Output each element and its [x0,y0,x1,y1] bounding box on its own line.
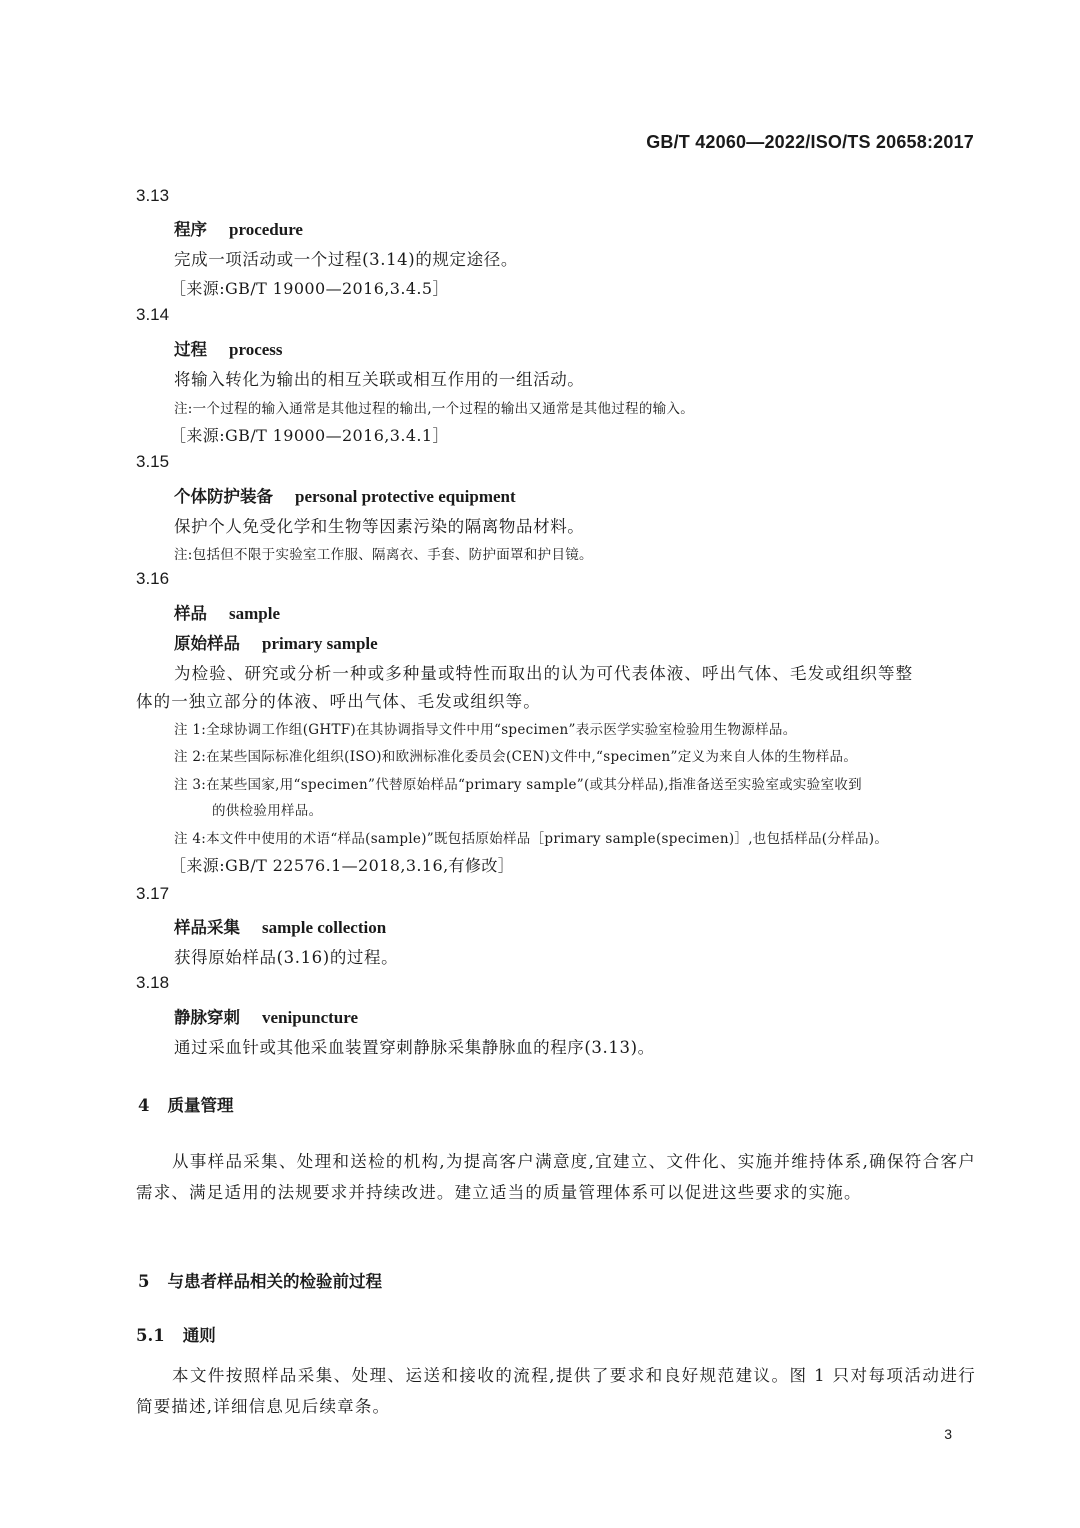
clause-number-3-18: 3.18 [136,973,170,992]
source-3-16: ［来源:GB/T 22576.1—2018,3.16,有修改］ [170,856,515,875]
note2-3-16: 注 2:在某些国际标准化组织(ISO)和欧洲标准化委员会(CEN)文件中,“specimen”定义为来自人体的生物样品。 [174,749,858,765]
definition-3-16-line2: 体的一独立部分的体液、呼出气体、毛发或组织等。 [136,692,541,711]
definition-3-17: 获得原始样品(3.16)的过程。 [174,948,399,967]
note3-3-16-line2: 的供检验用样品。 [212,803,323,819]
definition-3-14: 将输入转化为输出的相互关联或相互作用的一组活动。 [174,370,585,389]
section-4-paragraph: 从事样品采集、处理和送检的机构,为提高客户满意度,宜建立、文件化、实施并维持体系,确保符合客户需求、满足适用的法规要求并持续改进。建立适当的质量管理体系可以促进这些要求的实施。 [136,1152,976,1202]
note1-3-16: 注 1:全球协调工作组(GHTF)在其协调指导文件中用“specimen”表示医学实验室检验用生物源样品。 [174,722,797,738]
section-number: 5 [138,1272,150,1291]
term-3-16 [174,600,280,624]
page-number: 3 [944,1426,952,1442]
standard-code-header: GB/T 42060—2022/ISO/TS 20658:2017 [646,132,974,152]
term-en: personal protective equipment [295,487,516,506]
section-number: 5.1 [136,1326,165,1345]
definition-3-15: 保护个人免受化学和生物等因素污染的隔离物品材料。 [174,517,585,536]
term-zh: 个体防护装备 [174,487,273,506]
note-3-15: 注:包括但不限于实验室工作服、隔离衣、手套、防护面罩和护目镜。 [174,547,593,563]
term-zh: 样品 [174,604,207,623]
term-3-16-alt [174,630,378,654]
section-number: 4 [138,1096,150,1115]
term-3-14 [174,336,283,360]
section-5-1-heading [136,1322,216,1346]
definition-3-16-line1: 为检验、研究或分析一种或多种量或特性而取出的认为可代表体液、呼出气体、毛发或组织等整 [174,664,914,683]
term-zh: 程序 [174,220,207,239]
term-zh: 原始样品 [174,634,240,653]
section-5-heading [138,1268,382,1292]
term-3-17 [174,914,386,938]
clause-number-3-13: 3.13 [136,186,170,205]
source-3-14: ［来源:GB/T 19000—2016,3.4.1］ [170,426,449,445]
term-3-13 [174,216,303,240]
definition-3-13: 完成一项活动或一个过程(3.14)的规定途径。 [174,250,518,269]
term-zh: 样品采集 [174,918,240,937]
section-5-1-paragraph: 本文件按照样品采集、处理、运送和接收的流程,提供了要求和良好规范建议。图 1 只对每项活动进行简要描述,详细信息见后续章条。 [136,1366,976,1416]
term-en: venipuncture [262,1008,359,1027]
term-3-15 [174,483,516,507]
definition-3-18: 通过采血针或其他采血装置穿刺静脉采集静脉血的程序(3.13)。 [174,1038,655,1057]
term-zh: 过程 [174,340,207,359]
note4-3-16: 注 4:本文件中使用的术语“样品(sample)”既包括原始样品［primary sample(specimen)］,也包括样品(分样品)。 [174,831,889,847]
section-title: 与患者样品相关的检验前过程 [167,1272,382,1291]
section-title: 通则 [182,1326,216,1345]
clause-number-3-17: 3.17 [136,884,170,903]
note3-3-16-line1: 注 3:在某些国家,用“specimen”代替原始样品“primary sample”(或其分样品),指准备送至实验室或实验室收到 [174,777,862,793]
term-en: process [229,340,283,359]
term-en: sample collection [262,918,387,937]
clause-number-3-14: 3.14 [136,305,170,324]
term-en: procedure [229,220,303,239]
term-zh: 静脉穿刺 [174,1008,240,1027]
term-en: primary sample [262,634,378,653]
section-4-heading [138,1092,233,1116]
term-3-18 [174,1004,358,1028]
source-3-13: ［来源:GB/T 19000—2016,3.4.5］ [170,279,449,298]
clause-number-3-16: 3.16 [136,569,170,588]
clause-number-3-15: 3.15 [136,452,170,471]
term-en: sample [229,604,280,623]
note-3-14: 注:一个过程的输入通常是其他过程的输出,一个过程的输出又通常是其他过程的输入。 [174,401,695,417]
section-title: 质量管理 [167,1096,234,1115]
